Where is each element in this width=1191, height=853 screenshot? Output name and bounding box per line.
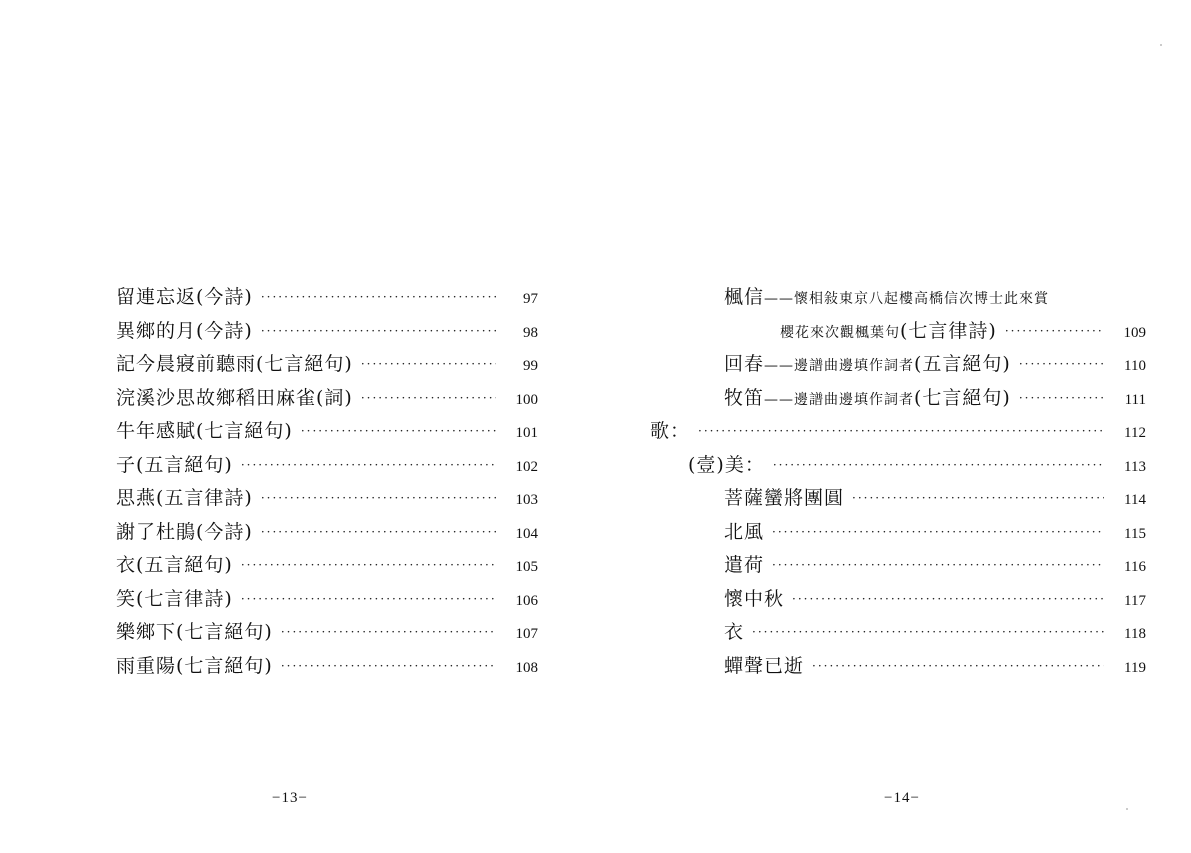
toc-entry-ge [650,416,1146,450]
leader-dots [261,290,496,304]
toc-entry [116,550,538,584]
toc-entry-page: 116 [1124,559,1146,575]
leader-dots [773,458,1104,472]
toc-entry-hui-chun [650,349,1146,383]
toc-entry-page: 101 [515,425,538,441]
entry-note: 邊譜曲邊填作詞者 [794,391,915,408]
entry-note: 懷相敍東京八起樓高橋信次博士此來賞 [794,291,1050,307]
toc-entry-title: 牛年感賦(七言絕句) [116,420,293,442]
toc-entry [116,316,538,350]
leader-dots [1019,357,1104,371]
leader-dots [301,424,496,438]
toc-entry-page: 104 [515,525,538,542]
toc-entry-page: 103 [515,492,538,508]
toc-entry [650,651,1146,685]
scan-speck [1126,808,1128,810]
toc-entry-title: 留連忘返(今詩) [116,286,253,308]
leader-dots [241,592,496,606]
toc-entry-title: 思燕(五言律詩) [116,487,253,509]
toc-entry-title: 笑(七言律詩) [116,587,233,610]
entry-form: (七言絕句) [914,386,1011,409]
toc-entry-mei [650,450,1146,484]
toc-entry-page: 113 [1124,458,1146,475]
toc-entry-title [724,383,1011,410]
toc-entry [116,349,538,383]
toc-entry [116,383,538,417]
entry-form: (七言律詩) [900,319,997,342]
em-dash: —— [764,358,795,374]
toc-entry-page: 117 [1124,592,1146,609]
toc-entry [116,584,538,618]
toc-entry-page: 115 [1124,525,1146,542]
entry-title: 牧笛 [724,386,765,409]
toc-entry [116,517,538,551]
toc-entry-mu-di [650,383,1146,417]
left-toc [116,282,538,684]
toc-entry-title: 菩薩蠻將團圓 [724,487,845,509]
toc-entry-page: 108 [515,659,538,676]
toc-entry-feng-xin-line2 [650,316,1146,350]
toc-entry-title [724,282,1049,309]
toc-entry [650,550,1146,584]
toc-entry-title: 浣溪沙思故鄉稻田麻雀(詞) [116,386,353,409]
leader-dots [1019,391,1104,405]
entry-note: 邊譜曲邊填作詞者 [794,358,915,374]
toc-entry-title: 歌： [650,420,691,442]
toc-entry [116,450,538,484]
right-page [596,0,1191,853]
toc-entry-title: 樂鄉下(七言絕句) [116,621,273,643]
toc-entry-title: 懷中秋 [724,587,785,610]
toc-entry-feng-xin-line1 [650,282,1146,316]
leader-dots [772,525,1104,539]
toc-entry-title: 衣(五言絕句) [116,554,233,576]
toc-entry-page: 102 [515,458,538,475]
toc-entry [650,617,1146,651]
toc-entry-page: 106 [515,592,538,609]
toc-entry-page: 99 [523,358,538,374]
leader-dots [261,491,496,505]
toc-entry-page: 107 [515,626,538,642]
leader-dots [852,491,1104,505]
leader-dots [1005,324,1104,338]
toc-entry-page: 119 [1124,659,1146,676]
toc-entry-page: 98 [523,324,538,341]
leader-dots [361,391,496,405]
toc-entry-page: 100 [515,391,538,408]
toc-entry-page: 118 [1124,626,1146,642]
toc-entry [116,282,538,316]
leader-dots [281,625,496,639]
leader-dots [752,625,1104,639]
toc-entry-page: 111 [1124,391,1146,408]
leader-dots [698,424,1104,438]
entry-title: 楓信 [724,286,765,308]
leader-dots [792,592,1104,606]
leader-dots [261,525,496,539]
em-dash: —— [764,291,795,307]
leader-dots [261,324,496,338]
toc-entry-title: 北風 [724,520,765,543]
toc-entry-title: 雨重陽(七言絕句) [116,654,273,677]
toc-entry-title: (壹)美： [688,453,765,476]
toc-entry [650,483,1146,517]
toc-entry [650,584,1146,618]
toc-entry-page: 105 [515,559,538,575]
left-page [0,0,595,853]
toc-entry-page: 114 [1124,492,1146,508]
toc-entry-title: 子(五言絕句) [116,453,233,476]
leader-dots [281,659,496,673]
toc-entry-page: 110 [1124,358,1146,374]
toc-entry-title: 記今晨寢前聽雨(七言絕句) [116,353,353,375]
toc-entry-page: 112 [1124,425,1146,441]
em-dash: —— [764,391,795,408]
toc-entry-title [780,316,997,343]
toc-entry-page: 109 [1123,324,1146,341]
toc-entry [116,617,538,651]
page-number: −13− [272,790,308,806]
leader-dots [812,659,1104,673]
toc-entry-title: 謝了杜鵑(今詩) [116,520,253,543]
toc-entry-title: 遣荷 [724,554,765,576]
leader-dots [772,558,1104,572]
toc-entry-title [724,349,1011,376]
toc-entry-page: 97 [523,291,538,307]
toc-entry [116,416,538,450]
toc-entry [116,483,538,517]
toc-entry-title: 衣 [724,621,745,643]
leader-dots [361,357,496,371]
entry-form: (五言絕句) [914,353,1011,375]
scan-speck [1160,44,1162,46]
toc-entry [116,651,538,685]
entry-note: 櫻花來次觀楓葉句 [780,324,900,341]
right-toc [650,282,1146,684]
entry-title: 回春 [724,353,765,375]
toc-entry-title: 異鄉的月(今詩) [116,319,253,342]
toc-entry-title: 蟬聲已逝 [724,654,805,677]
leader-dots [241,458,496,472]
toc-entry [650,517,1146,551]
page-number: −14− [884,790,920,806]
leader-dots [241,558,496,572]
